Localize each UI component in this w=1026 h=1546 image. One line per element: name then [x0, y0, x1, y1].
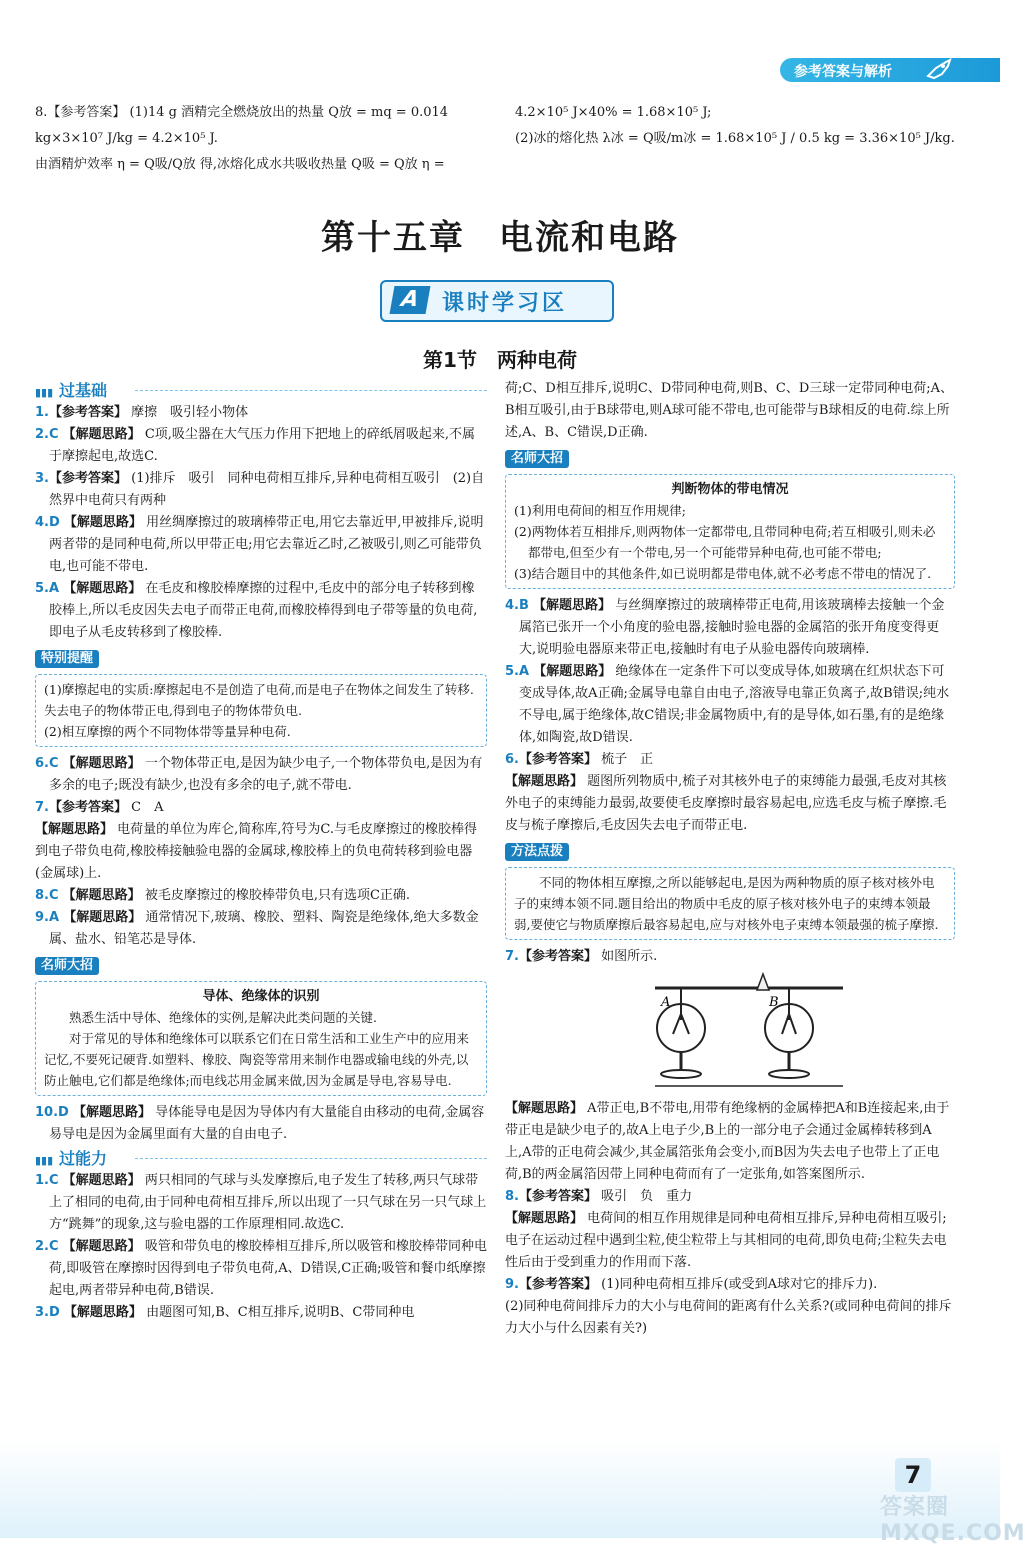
answer-label: 【参考答案】	[518, 752, 597, 767]
answer-paragraph	[505, 771, 955, 837]
answer-text: (1)同种电荷相互排斥(或受到A球对它的排斥力).	[601, 1277, 878, 1292]
answer-section-tag	[780, 58, 1000, 82]
answer-paragraph	[35, 1102, 487, 1146]
answer-paragraph	[505, 749, 955, 771]
label-a: A	[661, 995, 671, 1010]
answer-paragraph	[35, 819, 487, 885]
heading-basics	[35, 380, 487, 400]
question-number: 1.C	[35, 1173, 59, 1188]
answer-paragraph	[505, 1186, 955, 1208]
answer-paragraph	[505, 595, 955, 661]
answer-text: 如图所示.	[601, 949, 658, 964]
answer-paragraph: 对于常见的导体和绝缘体可以联系它们在日常生活和工业生产中的应用来记忆,不要死记硬背.如塑料、橡胶、陶瓷等常用来制作电器或输电线的外壳,以防止触电,它们都是绝缘体;而电线芯用金属来做,因为金属是导电,容易导电.	[44, 1031, 470, 1088]
answer-paragraph	[505, 1208, 955, 1274]
question-number: 6.C	[35, 756, 59, 771]
master-tip-box	[505, 474, 955, 589]
question-number: 9.	[505, 1277, 519, 1292]
answer-text	[135, 1158, 487, 1159]
answer-paragraph	[505, 1098, 955, 1186]
question-number: 7.	[35, 800, 49, 815]
answer-paragraph	[35, 1302, 487, 1324]
tip-box	[35, 674, 487, 747]
zone-banner	[380, 280, 614, 322]
answer-text: 过能力	[59, 1149, 108, 1168]
answer-paragraph	[35, 468, 487, 512]
answer-label: 【解题思路】	[533, 598, 612, 613]
answer-paragraph: (1)摩擦起电的实质:摩擦起电不是创造了电荷,而是电子在物体之间发生了转移.失去电子的物体带正电,得到电子的物体带负电.	[44, 682, 474, 718]
answer-paragraph	[35, 1236, 487, 1302]
answer-label: 【解题思路】	[62, 756, 141, 771]
page-number: 7	[895, 1458, 931, 1492]
answer-text: 梳子 正	[601, 752, 654, 767]
watermark: 答案圈 MXQE.COM	[880, 1495, 1026, 1546]
answer-label: 【解题思路】	[505, 1211, 584, 1226]
answer-paragraph	[35, 1170, 487, 1236]
answer-text: 摩擦 吸引轻小物体	[131, 405, 249, 420]
answer-text: C A	[131, 800, 164, 815]
answer-label: 【解题思路】	[63, 910, 142, 925]
answer-text: 由题图可知,B、C相互排斥,说明B、C带同种电	[146, 1305, 415, 1320]
answer-text: 通常情况下,玻璃、橡胶、塑料、陶瓷是绝缘体,绝大多数金属、盐水、铅笔芯是导体.	[49, 910, 479, 947]
answer-label: 【参考答案】	[48, 405, 127, 420]
right-column	[505, 378, 955, 1340]
chapter-name: 电流和电路	[499, 218, 679, 258]
box-title: 导体、绝缘体的识别	[202, 989, 320, 1004]
answer-paragraph: (2)相互摩擦的两个不同物体带等量异种电荷.	[44, 724, 291, 739]
left-column	[35, 378, 487, 1324]
answer-paragraph	[35, 424, 487, 468]
question-number: 8.C	[35, 888, 59, 903]
question-number: 4.D	[35, 515, 60, 530]
answer-paragraph	[35, 512, 487, 578]
answer-paragraph	[35, 797, 487, 819]
answer-label: 【参考答案】	[518, 1189, 597, 1204]
question-number: 7.	[505, 949, 519, 964]
answer-label: 【解题思路】	[63, 515, 142, 530]
question-number: 8.	[505, 1189, 519, 1204]
bars-icon: ▮▮▮	[35, 386, 54, 399]
heading-ability	[35, 1148, 487, 1168]
answer-label: 【解题思路】	[505, 1101, 584, 1116]
electroscope-figure	[545, 970, 955, 1096]
prev-answer-right	[515, 100, 965, 152]
answer-paragraph: (2)同种电荷间排斥力的大小与电荷间的距离有什么关系?(或同种电荷间的排斥力大小与什么因素有关?)	[505, 1299, 952, 1336]
answer-paragraph	[35, 885, 487, 907]
question-number: 4.B	[505, 598, 529, 613]
master-tip-box	[35, 981, 487, 1096]
answer-label: 【解题思路】	[62, 427, 141, 442]
method-box	[505, 867, 955, 940]
prev-answer-line: 由酒精炉效率 η = Q吸/Q放 得,冰熔化成水共吸收热量 Q吸 = Q放 η =	[35, 157, 445, 172]
master-tip-tag: 名师大招	[35, 957, 99, 975]
answer-label: 【参考答案】	[518, 1277, 597, 1292]
answer-paragraph	[35, 402, 487, 424]
answer-text: 在毛皮和橡胶棒摩擦的过程中,毛皮中的部分电子转移到橡胶棒上,所以毛皮因失去电子而带正电荷,而橡胶棒得到电子带等量的负电荷,即电子从毛皮转移到了橡胶棒.	[49, 581, 478, 640]
answer-text: 与丝绸摩擦过的玻璃棒带正电荷,用该玻璃棒去接触一个金属箔已张开一个小角度的验电器,接触时验电器的金属箔的张开角度变得更大,说明验电器原来带正电,接触时有电子从验电器传向玻璃棒.	[519, 598, 945, 657]
prev-answer-line: 4.2×10⁵ J×40% = 1.68×10⁵ J;	[515, 105, 712, 120]
answer-paragraph	[35, 753, 487, 797]
rocket-icon	[924, 58, 956, 82]
answer-label: 【解题思路】	[62, 888, 141, 903]
zone-title: 课时学习区	[442, 291, 568, 316]
answer-label: 【参考答案】	[518, 949, 597, 964]
answer-text: 电荷间的相互作用规律是同种电荷相互排斥,异种电荷相互吸引;电子在运动过程中遇到尘粒,使尘粒带上与其相同的电荷,即负电荷;尘粒失去电性后由于受到重力的作用而下落.	[505, 1211, 947, 1270]
answer-label: 【解题思路】	[62, 1239, 141, 1254]
answer-paragraph: (2)两物体若互相排斥,则两物体一定都带电,且带同种电荷;若互相吸引,则未必都带电,但至少有一个带电,另一个可能带异种电荷,也可能不带电;	[514, 524, 936, 560]
answer-text: 被毛皮摩擦过的橡胶棒带负电,只有选项C正确.	[144, 888, 411, 903]
bars-icon: ▮▮▮	[35, 1154, 54, 1167]
master-tip-tag: 名师大招	[505, 450, 569, 468]
question-number: 3.	[35, 471, 49, 486]
question-number: 1.	[35, 405, 49, 420]
prev-answer-left	[35, 100, 485, 178]
answer-text	[135, 390, 487, 391]
answer-paragraph: (3)结合题目中的其他条件,如已说明都是带电体,就不必考虑不带电的情况了.	[514, 566, 932, 581]
question-number: 10.D	[35, 1105, 69, 1120]
question-number: 5.A	[35, 581, 60, 596]
answer-label: 【解题思路】	[505, 774, 584, 789]
label-b: B	[769, 995, 779, 1010]
answer-text: 用丝绸摩擦过的玻璃棒带正电,用它去靠近甲,甲被排斥,说明两者带的是同种电荷,所以甲带正电;用它去靠近乙时,乙被吸引,则乙可能带负电,也可能不带电.	[49, 515, 484, 574]
footer-band	[0, 1440, 1000, 1538]
answer-label: 【解题思路】	[62, 1173, 141, 1188]
answer-label: 【解题思路】	[533, 664, 612, 679]
prev-answer-line: (2)冰的熔化热 λ冰 = Q吸/m冰 = 1.68×10⁵ J / 0.5 kg = 3.36×10⁵ J/kg.	[515, 131, 955, 146]
box-title: 判断物体的带电情况	[671, 482, 789, 497]
answer-paragraph	[35, 907, 487, 951]
answer-text: 吸管和带负电的橡胶棒相互排斥,所以吸管和橡胶棒带同种电荷,即吸管在摩擦时因得到电子带负电荷,A、D错误,C正确;吸管和餐巾纸摩擦起电,两者带异种电荷,B错误.	[49, 1239, 487, 1298]
answer-text: 电荷量的单位为库仑,简称库,符号为C.与毛皮摩擦过的橡胶棒得到电子带负电荷,橡胶棒接触验电器的金属球,橡胶棒上的负电荷转移到验电器(金属球)上.	[35, 822, 478, 881]
answer-text: 吸引 负 重力	[601, 1189, 693, 1204]
answer-paragraph: 熟悉生活中导体、绝缘体的实例,是解决此类问题的关键.	[69, 1010, 377, 1025]
answer-text: 绝缘体在一定条件下可以变成导体,如玻璃在红炽状态下可变成导体,故A正确;金属导电靠自由电子,溶液导电靠正负离子,故B错误;纯水不导电,属于绝缘体,故C错误;非金属物质中,有的是导体,如石墨,有的是绝缘体,如陶瓷,故D错误.	[519, 664, 950, 745]
question-number: 3.D	[35, 1305, 60, 1320]
chapter-title	[0, 210, 1000, 259]
answer-text: 题图所列物质中,梳子对其核外电子的束缚能力最强,毛皮对其核外电子的束缚能力最弱,故要使毛皮摩擦时最容易起电,应选毛皮与梳子摩擦.毛皮与梳子摩擦后,毛皮因失去电子而带正电.	[505, 774, 947, 833]
answer-text: 两只相同的气球与头发摩擦后,电子发生了转移,两只气球带上了相同的电荷,由于同种电荷相互排斥,所以出现了一只气球在另一只气球上方“跳舞”的现象,这与验电器的工作原理相同.故选C.	[49, 1173, 487, 1232]
answer-paragraph	[505, 1274, 955, 1296]
answer-text: C项,吸尘器在大气压力作用下把地上的碎纸屑吸起来,不属于摩擦起电,故选C.	[49, 427, 476, 464]
answer-label: 【解题思路】	[63, 1305, 142, 1320]
answer-label: 【解题思路】	[35, 822, 114, 837]
answer-label: 【参考答案】	[48, 471, 127, 486]
question-number: 9.A	[35, 910, 60, 925]
question-number: 2.C	[35, 427, 59, 442]
answer-paragraph	[505, 946, 955, 968]
answer-text: A带正电,B不带电,用带有绝缘柄的金属棒把A和B连接起来,由于带正电是缺少电子的,故A上电子少,B上的一部分电子会通过金属棒转移到A上,A带的正电荷会减少,其金属箔张角会变小,而B因为失去电子也带上了正电荷,B的两金属箔因带上同种电荷而有了一定张角,如答案图所示.	[505, 1101, 950, 1182]
answer-text: (1)排斥 吸引 同种电荷相互排斥,异种电荷相互吸引 (2)自然界中电荷只有两种	[49, 471, 485, 508]
question-number: 5.A	[505, 664, 530, 679]
answer-label: 【参考答案】	[48, 800, 127, 815]
tip-tag: 特别提醒	[35, 650, 99, 668]
answer-text: 过基础	[59, 381, 108, 400]
answer-paragraph	[35, 578, 487, 644]
answer-section-label: 参考答案与解析	[794, 64, 892, 80]
answer-label: 【解题思路】	[63, 581, 142, 596]
answer-text: 导体能导电是因为导体内有大量能自由移动的电荷,金属容易导电是因为金属里面有大量的自由电子.	[49, 1105, 485, 1142]
answer-paragraph: (1)利用电荷间的相互作用规律;	[514, 503, 686, 518]
continued-text: 荷;C、D相互排斥,说明C、D带同种电荷,则B、C、D三球一定带同种电荷;A、B相互吸引,由于B球带电,则A球可能不带电,也可能带与B球相反的电荷.综上所述,A、B、C错误,D正确.	[505, 381, 954, 440]
section-title: 第1节 两种电荷	[423, 348, 577, 372]
answer-paragraph: 不同的物体相互摩擦,之所以能够起电,是因为两种物质的原子核对核外电子的束缚本领不同.题目给出的物质中毛皮的原子核对核外电子的束缚本领最弱,要使它与物质摩擦后最容易起电,应与对核外电子束缚本领最强的梳子摩擦.	[514, 875, 939, 932]
zone-letter: A	[390, 286, 431, 314]
chapter-number: 第十五章	[321, 218, 465, 258]
question-number: 6.	[505, 752, 519, 767]
answer-label: 【解题思路】	[72, 1105, 151, 1120]
answer-text: 一个物体带正电,是因为缺少电子,一个物体带负电,是因为有多余的电子;既没有缺少,也没有多余的电子,就不带电.	[49, 756, 483, 793]
method-tag: 方法点拨	[505, 843, 569, 861]
answer-paragraph	[505, 661, 955, 749]
prev-answer-line: 8.【参考答案】 (1)14 g 酒精完全燃烧放出的热量 Q放 = mq = 0.014 kg×3×10⁷ J/kg = 4.2×10⁵ J.	[35, 105, 449, 146]
question-number: 2.C	[35, 1239, 59, 1254]
